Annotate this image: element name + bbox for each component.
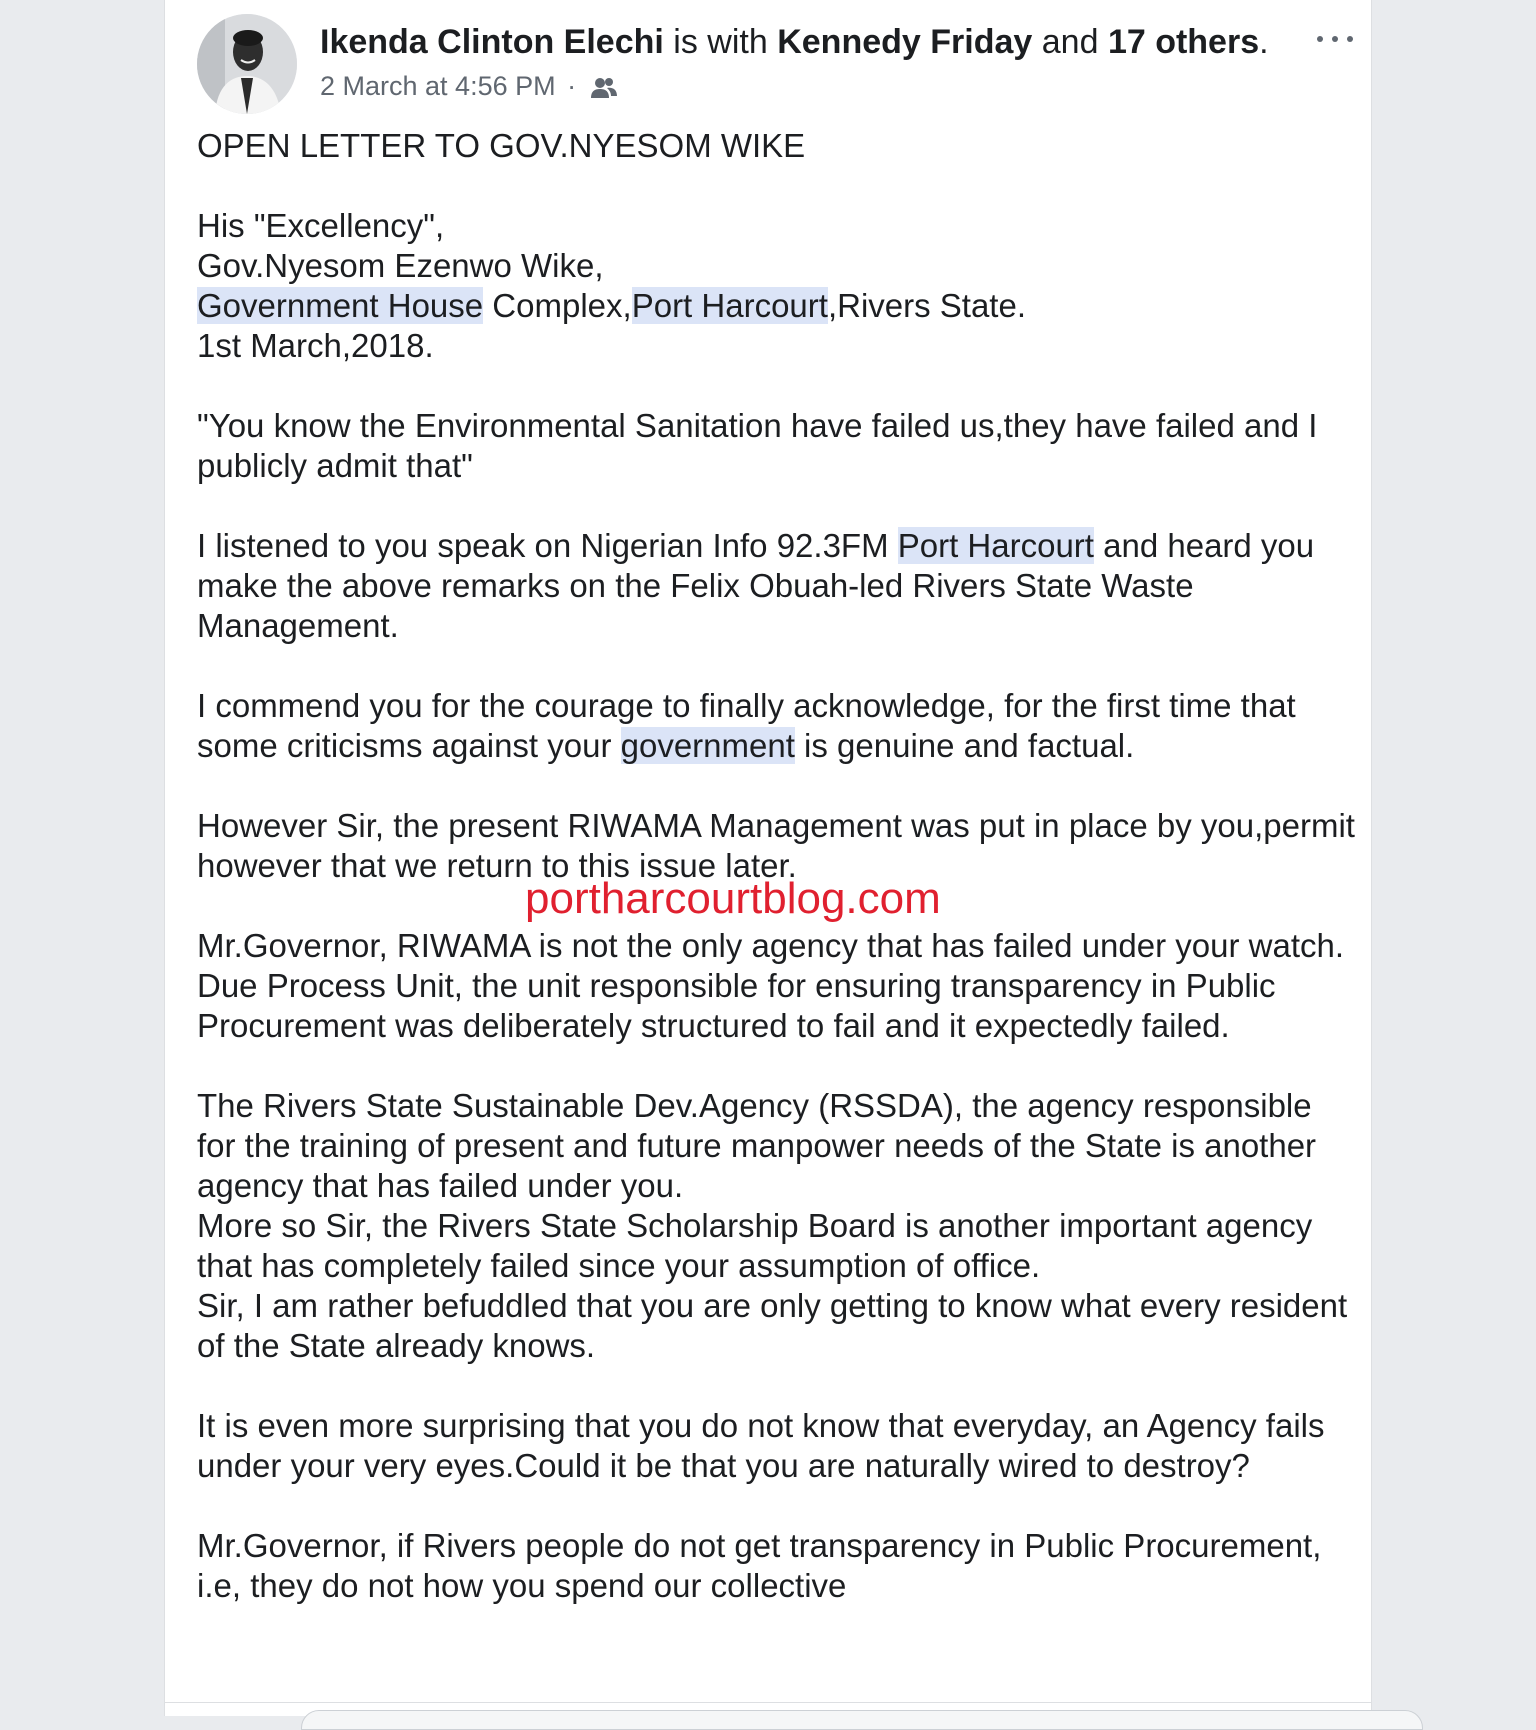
author-avatar[interactable] [197,14,297,114]
post-body [197,126,1357,1646]
facebook-post [164,0,1372,1716]
paragraph-2-text-b: is genuine and factual. [794,727,1135,764]
paragraph-5-line-2: More so Sir, the Rivers State Scholarship Board is another important agency that has completely failed since your assumption of office. [197,1207,1313,1284]
post-timestamp[interactable]: 2 March at 4:56 PM [320,71,556,101]
letter-address [197,206,1357,366]
paragraph-5 [197,1086,1357,1366]
post-header [320,20,1269,64]
paragraph-2-text-a: I commend you for the courage to finally acknowledge, for the first time that some criticisms against your [197,687,1296,764]
author-name[interactable]: Ikenda Clinton Elechi [320,23,664,61]
meta-separator: · [567,71,577,101]
address-line-1: His "Excellency", [197,207,445,244]
header-period: . [1259,23,1269,61]
post-divider [165,1702,1371,1703]
avatar-photo [197,14,297,114]
address-line-3 [197,286,1357,326]
government-link[interactable]: government [620,727,795,764]
more-dot [1317,36,1323,42]
more-dot [1347,36,1353,42]
port-harcourt-link[interactable]: Port Harcourt [631,287,828,324]
tagged-others-link[interactable]: 17 others [1107,23,1260,61]
site-watermark: portharcourtblog.com [525,874,941,923]
paragraph-7: Mr.Governor, if Rivers people do not get transparency in Public Procurement, i.e, they do not how you spend our collective [197,1527,1322,1604]
address-line-2: Gov.Nyesom Ezenwo Wike, [197,247,604,284]
paragraph-6: It is even more surprising that you do not know that everyday, an Agency fails under your very eyes.Could it be that you are naturally wired to destroy? [197,1407,1325,1484]
paragraph-4 [197,926,1357,1046]
paragraph-1-text-a: I listened to you speak on Nigerian Info 92.3FM [197,527,898,564]
letter-title: OPEN LETTER TO GOV.NYESOM WIKE [197,127,806,164]
paragraph-2 [197,686,1357,766]
more-options-icon[interactable] [1317,28,1353,50]
paragraph-5-line-1: The Rivers State Sustainable Dev.Agency (RSSDA), the agency responsible for the training of present and future manpower needs of the State is another agency that has failed under you. [197,1087,1317,1204]
post-meta [320,68,618,108]
letter-date: 1st March,2018. [197,327,434,364]
with-text: is with [673,23,768,61]
paragraph-3: However Sir, the present RIWAMA Management was put in place by you,permit however that we return to this issue later. [197,807,1355,884]
friends-icon[interactable] [590,72,618,108]
and-text: and [1041,23,1099,61]
government-house-link[interactable]: Government House [197,287,484,324]
paragraph-5-line-3: Sir, I am rather befuddled that you are only getting to know what every resident of the State already knows. [197,1287,1348,1364]
paragraph-4-line-1: Mr.Governor, RIWAMA is not the only agency that has failed under your watch. [197,927,1345,964]
paragraph-1-text-b: and heard you make the above remarks on the Felix Obuah-led Rivers State Waste Management. [197,527,1315,644]
bottom-bar [301,1710,1423,1730]
address-complex: Complex, [483,287,632,324]
tagged-person[interactable]: Kennedy Friday [777,23,1033,61]
paragraph-1 [197,526,1357,646]
address-state: ,Rivers State. [827,287,1027,324]
paragraph-4-line-2: Due Process Unit, the unit responsible for ensuring transparency in Public Procurement was deliberately structured to fail and it expectedly failed. [197,967,1276,1044]
port-harcourt-link[interactable]: Port Harcourt [897,527,1094,564]
more-dot [1332,36,1338,42]
quote-paragraph: "You know the Environmental Sanitation have failed us,they have failed and I publicly admit that" [197,407,1318,484]
